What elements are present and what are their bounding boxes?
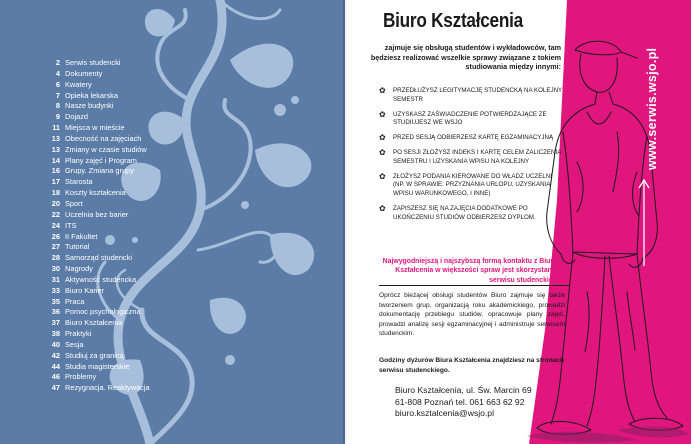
- flower-bullet-icon: ✿: [379, 133, 386, 143]
- toc-title: Praca: [65, 296, 85, 306]
- toc-title: II Fakultet: [65, 231, 98, 241]
- toc-title: Nagrody: [65, 264, 93, 274]
- toc-title: Koszty kształcenia: [65, 188, 126, 198]
- toc-page-number: 35: [51, 296, 60, 306]
- toc-page-number: 30: [51, 264, 60, 274]
- address-street: Biuro Kształcenia, ul. Św. Marcin 69: [395, 385, 532, 395]
- service-list-item: [379, 134, 565, 143]
- service-list-item: [379, 87, 565, 105]
- toc-title: Studiuj za granicą: [65, 350, 124, 360]
- toc-title: Sport: [65, 198, 83, 208]
- toc-page-number: 47: [51, 383, 60, 393]
- toc-title: Problemy: [65, 372, 97, 382]
- service-list-text: PRZEDŁUŻYSZ LEGITYMACJĘ STUDENCKĄ NA KOLEJNY SEMESTR: [393, 87, 563, 103]
- service-list-text: PRZED SESJĄ ODBIERZESZ KARTĘ EGZAMINACYJNĄ: [393, 134, 554, 142]
- flower-bullet-icon: ✿: [379, 86, 386, 95]
- service-list-item: [379, 111, 565, 129]
- page-spine: [343, 0, 347, 444]
- toc-page-number: 13: [51, 133, 60, 143]
- toc-title: Aktywność studencka: [65, 274, 137, 284]
- toc-title: Tutorial: [65, 242, 90, 252]
- toc-page-number: 26: [51, 231, 60, 241]
- toc-page-number: 14: [51, 155, 60, 165]
- toc-item[interactable]: [46, 275, 246, 286]
- service-list-text: ZAPISZESZ SIĘ NA ZAJĘCIA DODATKOWE PO UKOŃCZENIU STUDIÓW ODBIERZESZ DYPLOM.: [393, 204, 536, 221]
- toc-item[interactable]: [46, 112, 246, 123]
- toc-item[interactable]: [46, 69, 246, 80]
- service-list: [379, 87, 565, 229]
- toc-title: Starosta: [65, 177, 93, 187]
- toc-item[interactable]: [46, 307, 246, 318]
- toc-title: Nasze budynki: [65, 101, 114, 111]
- toc-item[interactable]: [46, 253, 246, 264]
- toc-item[interactable]: [46, 297, 246, 308]
- toc-item[interactable]: [46, 101, 246, 112]
- toc-title: Pomoc psychologiczna: [65, 307, 141, 317]
- toc-title: Rezygnacja. Reaktywacja: [65, 383, 150, 393]
- table-of-contents: [46, 58, 246, 394]
- toc-item[interactable]: [46, 383, 246, 394]
- service-list-text: UZYSKASZ ZAŚWIADCZENIE POTWIERDZAJĄCE ZE STUDIUJESZ WE WSJO: [393, 110, 547, 127]
- toc-title: Miejsca w mieście: [65, 123, 125, 133]
- toc-title: Serwis studencki: [65, 58, 121, 67]
- toc-title: ITS: [65, 220, 77, 230]
- toc-item[interactable]: [46, 123, 246, 134]
- toc-page-number: 46: [51, 372, 60, 382]
- toc-page-number: 44: [51, 361, 60, 371]
- toc-item[interactable]: [46, 318, 246, 329]
- toc-item[interactable]: [46, 199, 246, 210]
- toc-page-number: 8: [55, 101, 60, 111]
- flower-bullet-icon: ✿: [379, 171, 386, 181]
- service-list-text: PO SESJI ZŁOŻYSZ INDEKS I KARTĘ CELEM ZALICZENIA SEMESTRU I UZYSKANIA WPISU NA KOLEJNY: [393, 148, 562, 165]
- arrow-up-icon: [635, 176, 653, 266]
- toc-page-number: 7: [55, 90, 60, 100]
- toc-page-number: 11: [52, 123, 60, 133]
- toc-page-number: 4: [55, 68, 60, 78]
- toc-item[interactable]: [46, 156, 246, 167]
- toc-item[interactable]: [46, 80, 246, 91]
- toc-page-number: 17: [51, 177, 60, 187]
- toc-title: Sesja: [65, 339, 84, 349]
- toc-page-number: 40: [51, 339, 60, 349]
- toc-item[interactable]: [46, 210, 246, 221]
- toc-page-number: 37: [51, 318, 60, 328]
- address-city-phone: 61-808 Poznań tel. 061 663 62 92: [395, 396, 525, 407]
- address-email-link[interactable]: biuro.ksztalcenia@wsjo.pl: [395, 408, 495, 419]
- toc-item[interactable]: [46, 232, 246, 243]
- flower-bullet-icon: ✿: [379, 109, 386, 119]
- toc-page-number: 20: [51, 198, 60, 208]
- toc-page-number: 38: [51, 329, 60, 339]
- toc-item[interactable]: [46, 91, 246, 102]
- toc-item[interactable]: [46, 286, 246, 297]
- service-list-item: [379, 205, 565, 223]
- toc-item[interactable]: [46, 329, 246, 340]
- toc-page-number: 18: [51, 188, 60, 198]
- toc-page-number: 16: [51, 166, 60, 176]
- toc-page-number: 33: [51, 285, 60, 295]
- service-list-text: ZŁOŻYSZ PODANIA KIEROWANE DO WŁADZ UCZELNI (NP. W SPRAWIE: PRZYZNANIA URLOPU, UZYSKANIA WPISU WARUNKOWEGO, I INNE): [393, 172, 552, 198]
- toc-item[interactable]: [46, 134, 246, 145]
- toc-item[interactable]: [46, 166, 246, 177]
- flower-bullet-icon: ✿: [379, 203, 386, 213]
- service-list-item: [379, 173, 565, 199]
- toc-title: Uczelnia bez barier: [65, 209, 129, 219]
- toc-item[interactable]: [46, 145, 246, 156]
- toc-title: Samorząd studencki: [65, 253, 132, 263]
- toc-title: Grupy. Zmiana grupy: [65, 166, 134, 176]
- toc-title: Zmiany w czasie studiów: [65, 144, 147, 154]
- toc-item[interactable]: [46, 177, 246, 188]
- toc-item[interactable]: [46, 340, 246, 351]
- flower-bullet-icon: ✿: [379, 147, 386, 157]
- toc-title: Kwatery: [65, 79, 92, 89]
- toc-title: Dojazd: [65, 112, 89, 122]
- toc-page-number: 2: [55, 58, 60, 67]
- toc-title: Obecność na zajęciach: [65, 133, 142, 143]
- toc-page-number: 24: [51, 220, 60, 230]
- toc-page-number: 13: [51, 144, 60, 154]
- page-title: Biuro Kształcenia: [383, 10, 523, 32]
- contact-address: [395, 385, 585, 420]
- toc-page-number: 6: [55, 79, 60, 89]
- intro-text: zajmuje się obsługą studentów i wykładowców, tam będziesz realizować wszelkie sprawy związane z tokiem studiowania między innymi:: [370, 43, 561, 72]
- left-page: [0, 0, 345, 444]
- office-hours-note: Godziny dyżurów Biura Kształcenia znajdziesz na stronach serwisu studenckiego.: [379, 357, 565, 374]
- toc-page-number: 36: [51, 307, 60, 317]
- toc-page-number: 42: [51, 350, 60, 360]
- service-list-item: [379, 149, 565, 167]
- toc-title: Studia magisterskie: [65, 361, 130, 371]
- toc-item[interactable]: [46, 221, 246, 232]
- toc-page-number: 31: [51, 274, 60, 284]
- toc-item[interactable]: [46, 362, 246, 373]
- body-text: Oprócz bieżącej obsługi studentów Biuro zajmuje się także tworzeniem grup, organizacją roku akademickiego, prowadzi dokumentację przebiegu studiów, opracowuje plany zajęć, prowadzi analizę sesji egzaminacyjnej i administruje serwisem studenckim.: [379, 292, 565, 338]
- toc-page-number: 22: [51, 209, 60, 219]
- toc-page-number: 28: [51, 253, 60, 263]
- toc-item[interactable]: [46, 264, 246, 275]
- divider: [379, 285, 569, 286]
- toc-title: Biuro Kształcenia: [65, 318, 123, 328]
- right-page: [345, 0, 691, 444]
- toc-title: Praktyki: [65, 329, 92, 339]
- toc-item[interactable]: [46, 242, 246, 253]
- toc-title: Biuro Karier: [65, 285, 105, 295]
- toc-title: Opieka lekarska: [65, 90, 118, 100]
- toc-page-number: 27: [51, 242, 60, 252]
- toc-item[interactable]: [46, 58, 246, 69]
- toc-item[interactable]: [46, 351, 246, 362]
- toc-page-number: 9: [55, 112, 60, 122]
- toc-item[interactable]: [46, 188, 246, 199]
- toc-title: Dokumenty: [65, 68, 103, 78]
- vertical-url-link[interactable]: www.serwis.wsjo.pl: [645, 47, 659, 170]
- highlight-text: Najwygodniejszą i najszybszą formą kontaktu z Biurem Kształcenia w większości spraw jest skorzystanie z serwisu studenckiego.: [382, 258, 563, 284]
- toc-item[interactable]: [46, 372, 246, 383]
- toc-title: Plany zajęć i Program: [65, 155, 137, 165]
